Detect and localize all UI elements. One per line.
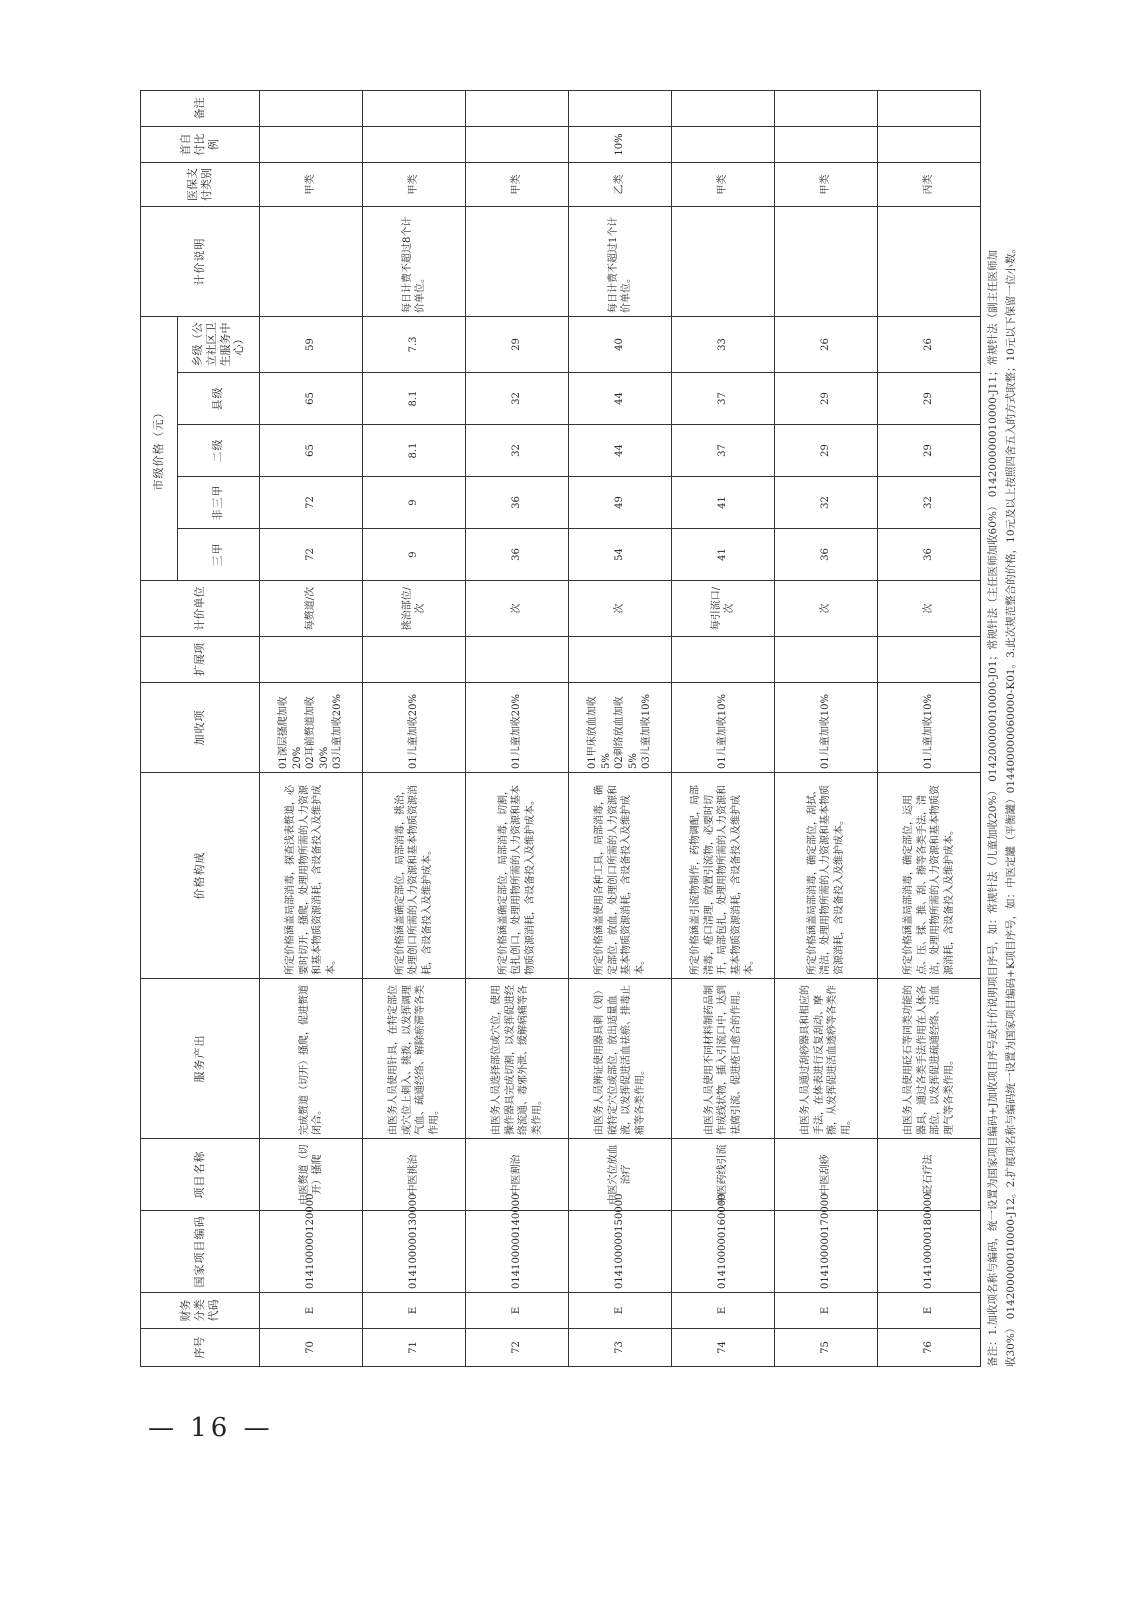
- price-sanjia-cell: 41: [672, 529, 775, 581]
- composition-cell: 所定价格涵盖局部消毒，探查浅表赘道，必要时切开，搔爬，处理用物所需的人力资源和基本物质资源消耗，含设备投入及维护成本。: [260, 773, 363, 979]
- header-fin-code: 财务分类代码: [141, 1293, 260, 1329]
- name-cell: 中医割治: [466, 1139, 569, 1211]
- insurance-cell: 甲类: [363, 162, 466, 206]
- unit-cell: 次: [466, 581, 569, 637]
- insurance-cell: 甲类: [672, 162, 775, 206]
- extension-cell: [363, 637, 466, 683]
- price-xianji-cell: 29: [775, 373, 878, 425]
- header-unit: 计价单位: [141, 581, 260, 637]
- name-cell: 中医刮痧: [775, 1139, 878, 1211]
- self-pay-cell: [363, 126, 466, 162]
- price-xiangji-cell: 59: [260, 316, 363, 372]
- price-xianji-cell: 37: [672, 373, 775, 425]
- table-row: [775, 90, 878, 1366]
- surcharge-cell: 01儿童加收20%: [363, 683, 466, 773]
- price-feisanjia-cell: 9: [363, 477, 466, 529]
- price-note-cell: [672, 206, 775, 316]
- price-xiangji-cell: 33: [672, 316, 775, 372]
- header-extension: 扩展项: [141, 637, 260, 683]
- fin-code-cell: E: [775, 1293, 878, 1329]
- remark-cell: [775, 90, 878, 126]
- header-service: 服务产出: [141, 979, 260, 1139]
- insurance-cell: 丙类: [878, 162, 981, 206]
- self-pay-cell: [260, 126, 363, 162]
- unit-cell: 次: [569, 581, 672, 637]
- remark-cell: [260, 90, 363, 126]
- name-cell: 中医赘道（切开）搔爬: [260, 1139, 363, 1211]
- price-erji-cell: 44: [569, 425, 672, 477]
- header-surcharge: 加收项: [141, 683, 260, 773]
- nat-code-cell: 014100000180000: [878, 1211, 981, 1293]
- table-row: [569, 90, 672, 1366]
- service-cell: 由医务人员选择部位或穴位，使用操作器具完成切割，以发挥促进经络流通、毒邪外泄、缓解病痛等各类作用。: [466, 979, 569, 1139]
- header-sanjia: 三甲: [178, 529, 260, 581]
- remark-cell: [466, 90, 569, 126]
- seq-cell: 71: [363, 1329, 466, 1367]
- seq-cell: 74: [672, 1329, 775, 1367]
- price-sanjia-cell: 72: [260, 529, 363, 581]
- extension-cell: [672, 637, 775, 683]
- price-feisanjia-cell: 72: [260, 477, 363, 529]
- extension-cell: [260, 637, 363, 683]
- self-pay-cell: [672, 126, 775, 162]
- nat-code-cell: 014100000130000: [363, 1211, 466, 1293]
- price-xiangji-cell: 40: [569, 316, 672, 372]
- extension-cell: [878, 637, 981, 683]
- self-pay-cell: [466, 126, 569, 162]
- service-cell: 由医务人员使用不同材料制药品制作成线状物，插入引流口中，达到祛腐引流、促进疮口愈合的作用。: [672, 979, 775, 1139]
- insurance-cell: 甲类: [260, 162, 363, 206]
- name-cell: 中医穴位放血治疗: [569, 1139, 672, 1211]
- composition-cell: 所定价格涵盖局部消毒，确定部位，运用点、压、揉、推、刮、擦等各类手法，清洁，处理用物所需的人力资源和基本物质资源消耗，含设备投入及维护成本。: [878, 773, 981, 979]
- table-body: [260, 90, 981, 1366]
- fin-code-cell: E: [878, 1293, 981, 1329]
- unit-cell: 次: [775, 581, 878, 637]
- surcharge-cell: 01儿童加收10%: [878, 683, 981, 773]
- fin-code-cell: E: [260, 1293, 363, 1329]
- price-note-cell: [466, 206, 569, 316]
- price-xianji-cell: 65: [260, 373, 363, 425]
- header-xianji: 县级: [178, 373, 260, 425]
- price-erji-cell: 29: [878, 425, 981, 477]
- fin-code-cell: E: [569, 1293, 672, 1329]
- nat-code-cell: 014100000140000: [466, 1211, 569, 1293]
- table-row: [466, 90, 569, 1366]
- price-note-cell: 每日计费不超过8个计价单位。: [363, 206, 466, 316]
- extension-cell: [569, 637, 672, 683]
- remark-cell: [363, 90, 466, 126]
- surcharge-cell: 01深层搔爬加收20% 02耳前赘道加收30% 03儿童加收20%: [260, 683, 363, 773]
- price-xianji-cell: 29: [878, 373, 981, 425]
- footnotes: [985, 90, 1021, 1367]
- service-cell: 由医务人员辨证使用器具刺（划）破特定穴位或部位，放出适量血液，以发挥促进活血祛瘀、排毒止痛等各类作用。: [569, 979, 672, 1139]
- price-xianji-cell: 44: [569, 373, 672, 425]
- price-feisanjia-cell: 49: [569, 477, 672, 529]
- price-xiangji-cell: 29: [466, 316, 569, 372]
- nat-code-cell: 014100000160000: [672, 1211, 775, 1293]
- price-sanjia-cell: 54: [569, 529, 672, 581]
- price-feisanjia-cell: 41: [672, 477, 775, 529]
- name-cell: 砭石疗法: [878, 1139, 981, 1211]
- header-nat-code: 国家项目编码: [141, 1211, 260, 1293]
- composition-cell: 所定价格涵盖确定部位，局部消毒，挑治，处理创口所需的人力资源和基本物质资源消耗，含设备投入及维护成本。: [363, 773, 466, 979]
- price-xianji-cell: 8.1: [363, 373, 466, 425]
- price-xiangji-cell: 26: [878, 316, 981, 372]
- insurance-cell: 甲类: [466, 162, 569, 206]
- table-row: [878, 90, 981, 1366]
- header-composition: 价格构成: [141, 773, 260, 979]
- name-cell: 中医药线引流: [672, 1139, 775, 1211]
- nat-code-cell: 014100000170000: [775, 1211, 878, 1293]
- price-xiangji-cell: 7.3: [363, 316, 466, 372]
- seq-cell: 76: [878, 1329, 981, 1367]
- self-pay-cell: [878, 126, 981, 162]
- seq-cell: 73: [569, 1329, 672, 1367]
- surcharge-cell: 01儿童加收20%: [466, 683, 569, 773]
- composition-cell: 所定价格涵盖引流物制作，药物调配，局部清毒，疮口清理，放置引流物，必要时切开，局部包扎，处理用物所需的人力资源和基本物质资源消耗，含设备投入及维护成本。: [672, 773, 775, 979]
- price-erji-cell: 8.1: [363, 425, 466, 477]
- composition-cell: 所定价格涵盖确定部位，局部消毒，切割，包扎创口，处理用物所需的人力资源和基本物质资源消耗，含设备投入及维护成本。: [466, 773, 569, 979]
- extension-cell: [466, 637, 569, 683]
- header-price-note: 计价说明: [141, 206, 260, 316]
- unit-cell: 挑治部位/次: [363, 581, 466, 637]
- surcharge-cell: 01甲床放血加收5% 02刺络放血加收5% 03儿童加收10%: [569, 683, 672, 773]
- service-cell: 由医务人员使用砭石等同类功能的器具，通过各类手法作用在人体各部位，以发挥促进疏通经络、活血理气等各类作用。: [878, 979, 981, 1139]
- composition-cell: 所定价格涵盖使用各种工具，局部消毒，确定部位，放血，处理创口所需的人力资源和基本物质资源消耗，含设备投入及维护成本。: [569, 773, 672, 979]
- table-row: [260, 90, 363, 1366]
- table-header: [141, 90, 260, 1366]
- price-sanjia-cell: 36: [878, 529, 981, 581]
- header-city-price: 市级价格（元）: [141, 316, 178, 580]
- remark-cell: [672, 90, 775, 126]
- self-pay-cell: 10%: [569, 126, 672, 162]
- header-feisanjia: 非三甲: [178, 477, 260, 529]
- page-number: — 16 —: [148, 1413, 274, 1443]
- header-remarks: 备注: [141, 90, 260, 126]
- table-row: [672, 90, 775, 1366]
- footnote-line-1: 备注：1.加收项名称与编码，统一设置为国家项目编码+J加收项目序号或计价说明项目序号，如：常规针法（儿童加收20%） 014200000010000-J01；常规针法（主任医师加收60%） 014200000010000-J11；常规针法（副主任医师加: [987, 249, 999, 1367]
- footnote-line-2: 收30%） 014200000010000-J12。2.扩展项名称与编码统一设置为国家项目编码+K项目序号，如：中医定罐（平衡罐）014400000060000-K01。3.此次规范整合的价格，10元及以上按照四舍五入的方式取整；10元以下保留一位小数。: [1004, 243, 1017, 1367]
- price-sanjia-cell: 36: [466, 529, 569, 581]
- extension-cell: [775, 637, 878, 683]
- price-feisanjia-cell: 32: [775, 477, 878, 529]
- unit-cell: 每引流口/次: [672, 581, 775, 637]
- price-note-cell: [260, 206, 363, 316]
- nat-code-cell: 014100000120000: [260, 1211, 363, 1293]
- rotated-page-content: [140, 90, 1017, 1367]
- price-xianji-cell: 32: [466, 373, 569, 425]
- price-note-cell: [775, 206, 878, 316]
- price-erji-cell: 29: [775, 425, 878, 477]
- service-cell: 完成赘道（切开）搔爬，促进赘道闭合。: [260, 979, 363, 1139]
- unit-cell: 每赘道/次: [260, 581, 363, 637]
- fin-code-cell: E: [363, 1293, 466, 1329]
- header-insurance: 医保支付类别: [141, 162, 260, 206]
- nat-code-cell: 014100000150000: [569, 1211, 672, 1293]
- fin-code-cell: E: [466, 1293, 569, 1329]
- price-feisanjia-cell: 36: [466, 477, 569, 529]
- price-erji-cell: 32: [466, 425, 569, 477]
- price-xiangji-cell: 26: [775, 316, 878, 372]
- composition-cell: 所定价格涵盖局部消毒，确定部位，刮拭、清洁，处理用物所需的人力资源和基本物质资源消耗，含设备投入及维护成本。: [775, 773, 878, 979]
- seq-cell: 75: [775, 1329, 878, 1367]
- price-note-cell: 每日计费不超过1个计价单位。: [569, 206, 672, 316]
- header-name: 项目名称: [141, 1139, 260, 1211]
- price-feisanjia-cell: 32: [878, 477, 981, 529]
- remark-cell: [569, 90, 672, 126]
- remark-cell: [878, 90, 981, 126]
- table-row: [363, 90, 466, 1366]
- header-erji: 二级: [178, 425, 260, 477]
- price-erji-cell: 37: [672, 425, 775, 477]
- fin-code-cell: E: [672, 1293, 775, 1329]
- seq-cell: 70: [260, 1329, 363, 1367]
- price-table: [140, 90, 981, 1367]
- price-sanjia-cell: 36: [775, 529, 878, 581]
- service-cell: 由医务人员使用针具，在特定部位或穴位上刺入、挑拨，以发挥调理气血、疏通经络、解除瘀滞等各类作用。: [363, 979, 466, 1139]
- price-erji-cell: 65: [260, 425, 363, 477]
- surcharge-cell: 01儿童加收10%: [775, 683, 878, 773]
- self-pay-cell: [775, 126, 878, 162]
- name-cell: 中医挑治: [363, 1139, 466, 1211]
- price-note-cell: [878, 206, 981, 316]
- price-sanjia-cell: 9: [363, 529, 466, 581]
- header-self-pay: 首自付比例: [141, 126, 260, 162]
- unit-cell: 次: [878, 581, 981, 637]
- surcharge-cell: 01儿童加收10%: [672, 683, 775, 773]
- header-xiangji: 乡级（公立社区卫生服务中心）: [178, 316, 260, 372]
- seq-cell: 72: [466, 1329, 569, 1367]
- insurance-cell: 甲类: [775, 162, 878, 206]
- service-cell: 由医务人员通过刮痧器具和相应的手法，在体表进行反复刮动、摩擦，从发挥促进活血透痧等各类作用。: [775, 979, 878, 1139]
- insurance-cell: 乙类: [569, 162, 672, 206]
- header-seq: 序号: [141, 1329, 260, 1367]
